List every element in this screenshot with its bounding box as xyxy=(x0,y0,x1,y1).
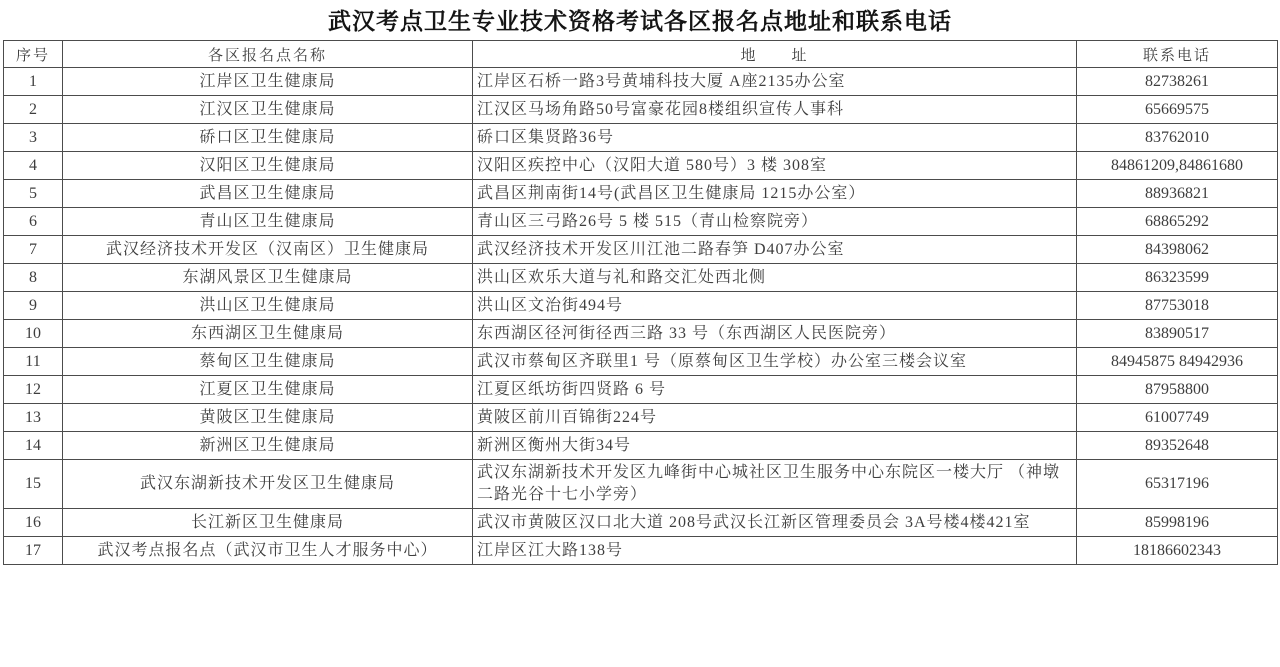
row-no: 8 xyxy=(4,264,63,292)
row-name: 武汉经济技术开发区（汉南区）卫生健康局 xyxy=(63,236,473,264)
row-address: 武汉东湖新技术开发区九峰街中心城社区卫生服务中心东院区一楼大厅 （神墩二路光谷十七小学旁） xyxy=(473,460,1077,509)
row-address: 洪山区欢乐大道与礼和路交汇处西北侧 xyxy=(473,264,1077,292)
row-no: 5 xyxy=(4,180,63,208)
row-no: 16 xyxy=(4,509,63,537)
header-phone: 联系电话 xyxy=(1077,41,1278,68)
row-address: 江岸区江大路138号 xyxy=(473,537,1077,565)
row-name: 东湖风景区卫生健康局 xyxy=(63,264,473,292)
row-phone: 65669575 xyxy=(1077,96,1278,124)
row-address: 江岸区石桥一路3号黄埔科技大厦 A座2135办公室 xyxy=(473,68,1077,96)
header-no: 序号 xyxy=(4,41,63,68)
table-row xyxy=(4,264,1278,292)
row-name: 蔡甸区卫生健康局 xyxy=(63,348,473,376)
row-no: 12 xyxy=(4,376,63,404)
row-address: 黄陂区前川百锦街224号 xyxy=(473,404,1077,432)
table-row xyxy=(4,460,1278,509)
row-name: 硚口区卫生健康局 xyxy=(63,124,473,152)
row-phone: 84945875 84942936 xyxy=(1077,348,1278,376)
row-no: 1 xyxy=(4,68,63,96)
table-body xyxy=(4,68,1278,565)
row-phone: 84398062 xyxy=(1077,236,1278,264)
row-phone: 65317196 xyxy=(1077,460,1278,509)
row-phone: 87753018 xyxy=(1077,292,1278,320)
row-name: 东西湖区卫生健康局 xyxy=(63,320,473,348)
row-address: 江汉区马场角路50号富豪花园8楼组织宣传人事科 xyxy=(473,96,1077,124)
table-row xyxy=(4,376,1278,404)
table-row xyxy=(4,537,1278,565)
row-address: 新洲区衡州大街34号 xyxy=(473,432,1077,460)
row-phone: 88936821 xyxy=(1077,180,1278,208)
table-row xyxy=(4,68,1278,96)
row-address: 武汉市蔡甸区齐联里1 号（原蔡甸区卫生学校）办公室三楼会议室 xyxy=(473,348,1077,376)
row-phone: 84861209,84861680 xyxy=(1077,152,1278,180)
row-name: 长江新区卫生健康局 xyxy=(63,509,473,537)
row-phone: 61007749 xyxy=(1077,404,1278,432)
row-name: 江岸区卫生健康局 xyxy=(63,68,473,96)
registration-table xyxy=(3,40,1278,565)
table-row xyxy=(4,96,1278,124)
row-name: 武汉东湖新技术开发区卫生健康局 xyxy=(63,460,473,509)
table-row xyxy=(4,208,1278,236)
row-no: 6 xyxy=(4,208,63,236)
row-name: 武汉考点报名点（武汉市卫生人才服务中心） xyxy=(63,537,473,565)
table-row xyxy=(4,432,1278,460)
table-row xyxy=(4,348,1278,376)
row-name: 汉阳区卫生健康局 xyxy=(63,152,473,180)
table-row xyxy=(4,124,1278,152)
row-phone: 18186602343 xyxy=(1077,537,1278,565)
row-no: 4 xyxy=(4,152,63,180)
table-row xyxy=(4,152,1278,180)
row-address: 硚口区集贤路36号 xyxy=(473,124,1077,152)
row-name: 青山区卫生健康局 xyxy=(63,208,473,236)
row-no: 14 xyxy=(4,432,63,460)
row-phone: 87958800 xyxy=(1077,376,1278,404)
row-no: 3 xyxy=(4,124,63,152)
row-no: 7 xyxy=(4,236,63,264)
row-address: 青山区三弓路26号 5 楼 515（青山检察院旁） xyxy=(473,208,1077,236)
row-no: 11 xyxy=(4,348,63,376)
row-name: 黄陂区卫生健康局 xyxy=(63,404,473,432)
row-address: 江夏区纸坊街四贤路 6 号 xyxy=(473,376,1077,404)
row-address: 武汉市黄陂区汉口北大道 208号武汉长江新区管理委员会 3A号楼4楼421室 xyxy=(473,509,1077,537)
row-no: 17 xyxy=(4,537,63,565)
row-phone: 89352648 xyxy=(1077,432,1278,460)
row-phone: 85998196 xyxy=(1077,509,1278,537)
row-address: 武汉经济技术开发区川江池二路春笋 D407办公室 xyxy=(473,236,1077,264)
row-no: 13 xyxy=(4,404,63,432)
row-phone: 86323599 xyxy=(1077,264,1278,292)
row-address: 洪山区文治街494号 xyxy=(473,292,1077,320)
row-name: 江夏区卫生健康局 xyxy=(63,376,473,404)
row-address: 东西湖区径河街径西三路 33 号（东西湖区人民医院旁） xyxy=(473,320,1077,348)
row-name: 江汉区卫生健康局 xyxy=(63,96,473,124)
table-row xyxy=(4,236,1278,264)
table-row xyxy=(4,180,1278,208)
row-phone: 68865292 xyxy=(1077,208,1278,236)
row-phone: 82738261 xyxy=(1077,68,1278,96)
row-no: 9 xyxy=(4,292,63,320)
row-name: 洪山区卫生健康局 xyxy=(63,292,473,320)
row-no: 15 xyxy=(4,460,63,509)
row-no: 2 xyxy=(4,96,63,124)
row-name: 武昌区卫生健康局 xyxy=(63,180,473,208)
row-phone: 83762010 xyxy=(1077,124,1278,152)
row-no: 10 xyxy=(4,320,63,348)
row-name: 新洲区卫生健康局 xyxy=(63,432,473,460)
header-address: 地 址 xyxy=(473,41,1077,68)
page-title: 武汉考点卫生专业技术资格考试各区报名点地址和联系电话 xyxy=(328,8,952,34)
table-row xyxy=(4,404,1278,432)
row-address: 汉阳区疾控中心（汉阳大道 580号）3 楼 308室 xyxy=(473,152,1077,180)
row-phone: 83890517 xyxy=(1077,320,1278,348)
table-row xyxy=(4,320,1278,348)
table-header xyxy=(4,41,1278,68)
header-row xyxy=(4,41,1278,68)
header-name: 各区报名点名称 xyxy=(63,41,473,68)
table-row xyxy=(4,292,1278,320)
table-row xyxy=(4,509,1278,537)
row-address: 武昌区荆南街14号(武昌区卫生健康局 1215办公室） xyxy=(473,180,1077,208)
